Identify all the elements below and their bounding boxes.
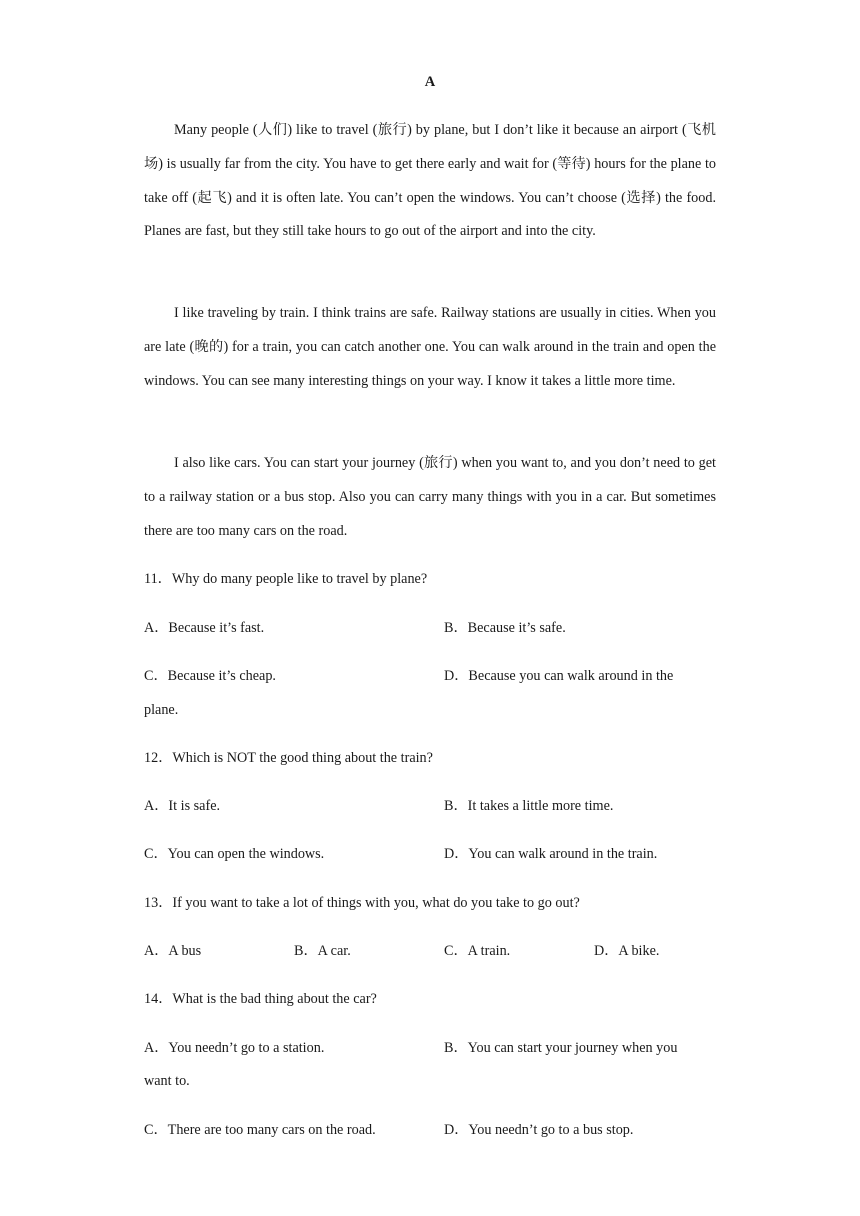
passage-paragraph-1: Many people (人们) like to travel (旅行) by plane, but I don’t like it because an airport (飞机场) is usually far from the city. You have to get there early and wait for (等待) hours for the plane to take off (起飞) and it is often late. You can’t open the windows. You can’t choose (选择) the food. Planes are fast, but they still take hours to go out of the airport and into the city. bbox=[144, 122, 716, 240]
question-11-stem: 11．Why do many people like to travel by plane? bbox=[144, 571, 428, 587]
passage-paragraph-3: I also like cars. You can start your journey (旅行) when you want to, and you don’t need to get to a railway station or a bus stop. Also you can carry many things with you in a car. But sometimes there are too many cars on the road. bbox=[144, 455, 716, 539]
question-14-option-c: C．There are too many cars on the road. bbox=[144, 1122, 376, 1138]
question-13-option-b: B．A car. bbox=[294, 943, 351, 959]
question-13-stem: 13．If you want to take a lot of things with you, what do you take to go out? bbox=[144, 895, 580, 911]
question-11-option-d-continued: plane. bbox=[144, 702, 179, 718]
question-12-option-d: D．You can walk around in the train. bbox=[444, 846, 658, 862]
question-14-option-a: A．You needn’t go to a station. bbox=[144, 1040, 325, 1056]
question-13-option-a: A．A bus bbox=[144, 943, 202, 959]
question-12-option-a: A．It is safe. bbox=[144, 798, 221, 814]
question-14-option-b: B．You can start your journey when you bbox=[444, 1040, 678, 1056]
question-11-option-c: C．Because it’s cheap. bbox=[144, 668, 276, 684]
question-14-option-d: D．You needn’t go to a bus stop. bbox=[444, 1122, 634, 1138]
question-14-stem: 14．What is the bad thing about the car? bbox=[144, 991, 377, 1007]
passage-paragraph-2: I like traveling by train. I think trains are safe. Railway stations are usually in cities. When you are late (晚的) for a train, you can catch another one. You can walk around in the train and open the windows. You can see many interesting things on your way. I know it takes a little more time. bbox=[144, 305, 716, 389]
question-11-option-b: B．Because it’s safe. bbox=[444, 620, 566, 636]
question-13-option-d: D．A bike. bbox=[594, 943, 660, 959]
question-12-option-b: B．It takes a little more time. bbox=[444, 798, 614, 814]
question-11-option-a: A．Because it’s fast. bbox=[144, 620, 265, 636]
question-13-option-c: C．A train. bbox=[444, 943, 511, 959]
question-11-option-d: D．Because you can walk around in the bbox=[444, 668, 674, 684]
question-12-stem: 12．Which is NOT the good thing about the train? bbox=[144, 750, 433, 766]
section-title: A bbox=[424, 74, 436, 90]
question-14-option-b-continued: want to. bbox=[144, 1073, 190, 1089]
question-12-option-c: C．You can open the windows. bbox=[144, 846, 325, 862]
